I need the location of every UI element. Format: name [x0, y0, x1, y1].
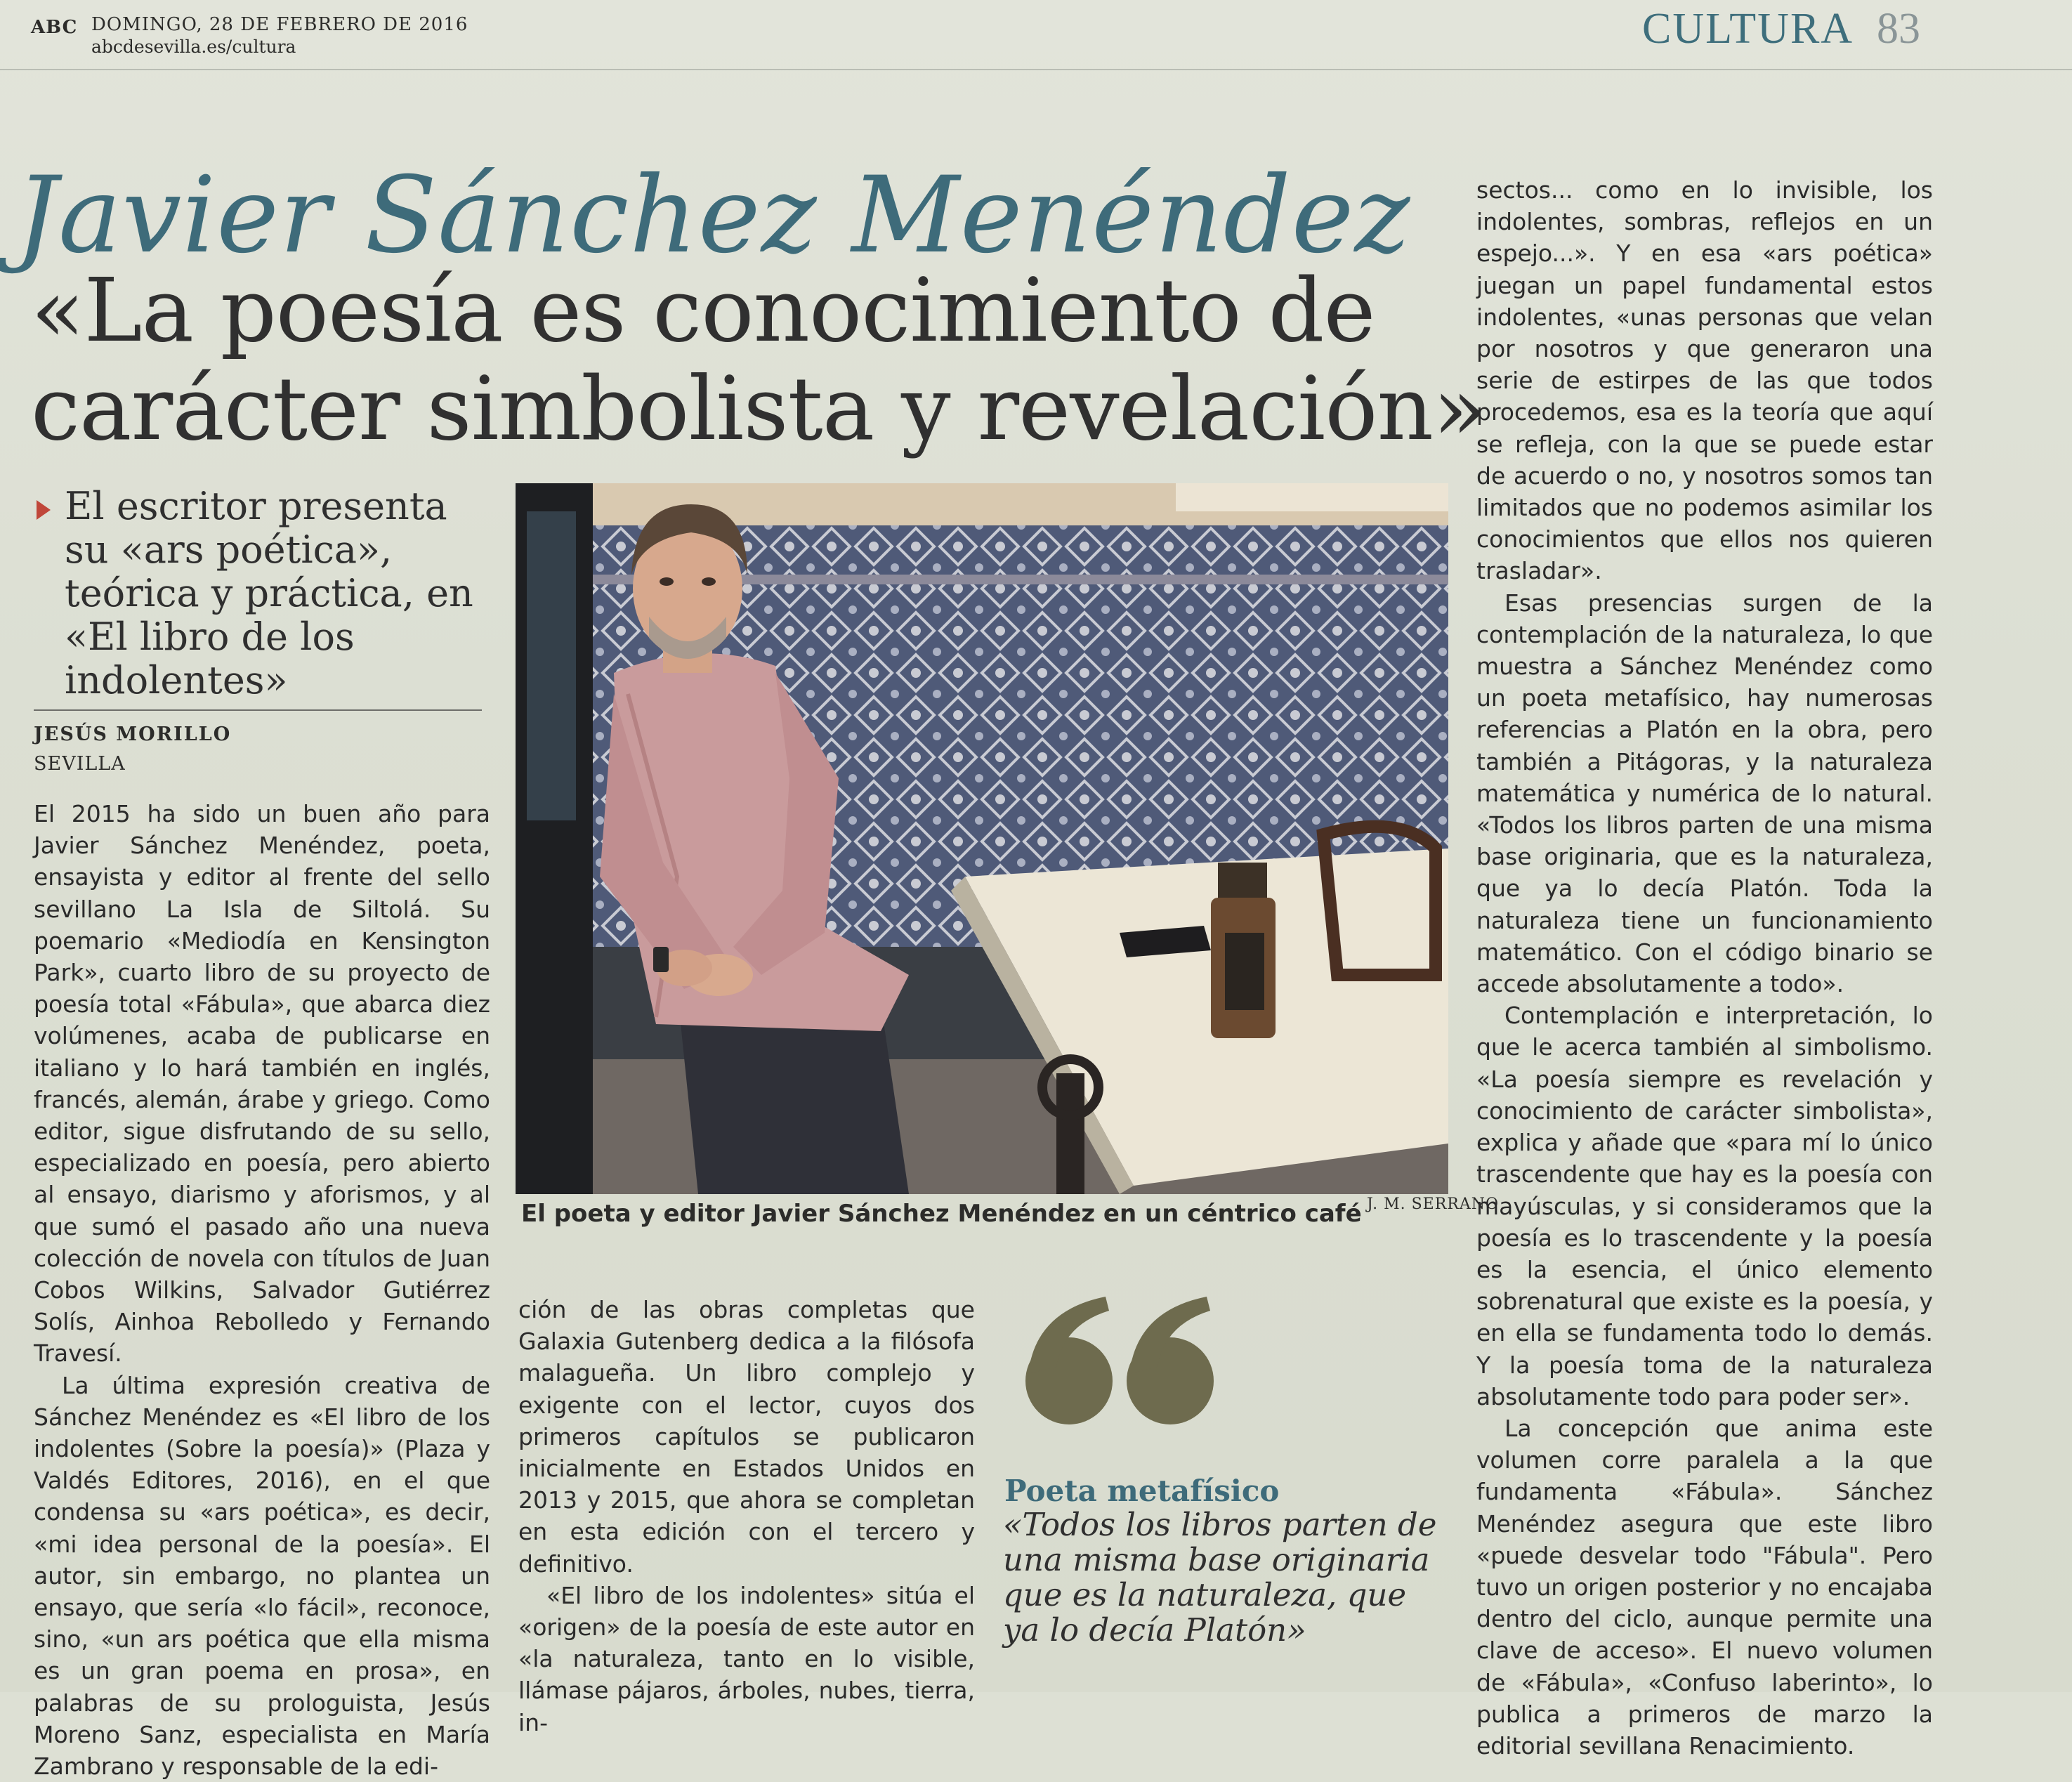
headline-line-2: carácter simbolista y revelación» [31, 358, 1486, 460]
photo-illustration [516, 483, 1448, 1194]
photo-credit: J. M. SERRANO [1367, 1195, 1500, 1213]
body-column-1 [34, 798, 490, 1782]
standfirst-arrow-icon [37, 500, 51, 520]
pull-quote-text: «Todos los libros parten de una misma base originaria que es la naturaleza, que ya lo decía Platón» [1003, 1506, 1437, 1649]
paragraph: El 2015 ha sido un buen año para Javier Sánchez Menéndez, poeta, ensayista y editor al frente del sello sevillano La Isla de Siltolá. Su poemario «Mediodía en Kensington Park», cuarto libro de su proyecto de poesía total «Fábula», que abarca diez volúmenes, acaba de publicarse en italiano y lo hará también en inglés, francés, alemán, árabe y griego. Como editor, sigue disfrutando de su sello, especializado en poesía, pero abierto al ensayo, diarismo y aforismos, y al que sumó el pasado año una nueva colección de novela con títulos de Juan Cobos Wilkins, Salvador Gutiérrez Solís, Ainhoa Rebolledo y Fernando Travesí. [34, 800, 490, 1368]
byline-author: JESÚS MORILLO [34, 723, 232, 745]
photo-caption: El poeta y editor Javier Sánchez Menéndez en un céntrico café [521, 1200, 1362, 1228]
standfirst: El escritor presenta su «ars poética», teórica y práctica, en «El libro de los indolentes» [65, 484, 473, 702]
pull-quote-heading: Poeta metafísico [1004, 1474, 1280, 1508]
section-url: abcdesevilla.es/cultura [91, 37, 296, 57]
paragraph: La concepción que anima este volumen corre paralela a la que fundamenta «Fábula». Sánchez Menéndez asegura que este libro «puede desvelar todo "Fábula". Pero tuvo un origen posterior y no encajaba dentro del ciclo, aunque permite una clave de acceso». El nuevo volumen de «Fábula», «Confuso laberinto», lo publica a primeros de marzo la editorial sevillana Renacimiento. [1476, 1414, 1933, 1760]
paragraph: Esas presencias surgen de la contemplación de la naturaleza, lo que muestra a Sánchez Menéndez como un poeta metafísico, hay numerosas referencias a Platón en la obra, pero también a Pitágoras, y la naturaleza matemática y numérica de lo natural. «Todos los libros parten de una misma base originaria, que es la naturaleza, que ya lo decía Platón. Toda la naturaleza tiene un funcionamiento matemático. Con el código binario se accede absolutamente a todo». [1476, 589, 1933, 998]
paragraph: «El libro de los indolentes» sitúa el «origen» de la poesía de este autor en «la naturaleza, tanto en lo visible, llámase pájaros, árboles, nubes, tierra, in- [518, 1581, 975, 1736]
body-column-3 [1476, 174, 1933, 1762]
article-photo [516, 483, 1448, 1194]
headline-line-1: «La poesía es conocimiento de [31, 260, 1375, 362]
section-title: CULTURA [1642, 5, 1854, 53]
header-divider [0, 69, 2072, 70]
byline-city: SEVILLA [34, 753, 126, 775]
paragraph: Contemplación e interpretación, lo que le acerca también al simbolismo. «La poesía siempre es revelación y conocimiento de carácter simbolista», explica y añade que «para mí lo único trascendente que hay es la poesía con mayúsculas, y si consideramos que la poesía es lo trascendente y la poesía es la esencia, el único elemento sobrenatural que existe es la poesía, y en ella se fundamenta todo lo demás. Y la poesía toma de la naturaleza absolutamente todo para poder ser». [1476, 1002, 1933, 1410]
standfirst-divider [34, 709, 482, 711]
quote-mark-icon [1014, 1290, 1225, 1430]
body-column-2 [518, 1294, 975, 1738]
masthead-brand: ABC [31, 17, 78, 38]
paragraph: sectos... como en lo invisible, los indolentes, sombras, reflejos en un espejo...». Y en esa «ars poética» juegan un papel fundamental estos indolentes, «unas personas que velan por nosotros y que generaron una serie de estirpes de las que todos procedemos, esa es la teoría que aquí se refleja, con la que se puede estar de acuerdo o no, y nosotros somos tan limitados que no podemos asimilar los conocimientos que ellos nos quieren trasladar». [1476, 176, 1933, 585]
issue-date: DOMINGO, 28 DE FEBRERO DE 2016 [91, 14, 468, 35]
headline-author: Javier Sánchez Menéndez [15, 155, 1411, 277]
page-number: 83 [1877, 5, 1920, 53]
paragraph: ción de las obras completas que Galaxia Gutenberg dedica a la filósofa malagueña. Un libro complejo y exigente con el lector, cuyos dos primeros capítulos se publicaron inicialmente en Estados Unidos en 2013 y 2015, que ahora se completan en esta edición con el tercero y definitivo. [518, 1296, 975, 1578]
paragraph: La última expresión creativa de Sánchez Menéndez es «El libro de los indolentes (Sobre la poesía)» (Plaza y Valdés Editores, 2016), en el que condensa su «ars poética», es decir, «mi idea personal de la poesía». El autor, sin embargo, no plantea un ensayo, que sería «lo fácil», reconoce, sino, «un ars poética que ella misma es un gran poema en prosa», en palabras de su prologuista, Jesús Moreno Sanz, especialista en María Zambrano y responsable de la edi- [34, 1371, 490, 1781]
